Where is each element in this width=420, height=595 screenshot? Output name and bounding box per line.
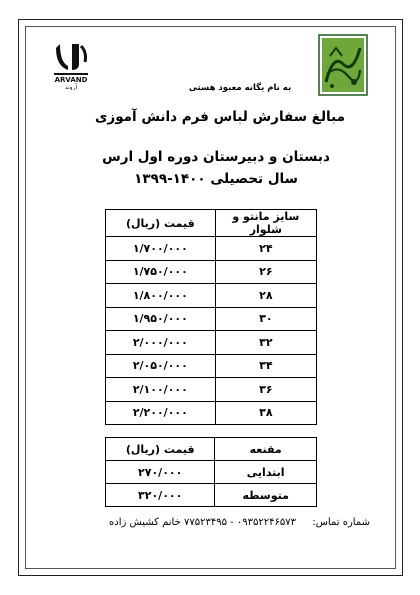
table-row (106, 307, 317, 331)
price-cell: ۱/۷۰۰/۰۰۰ (106, 237, 216, 261)
size-cell: ۲۸ (215, 284, 316, 308)
size-cell: ۳۶ (215, 378, 316, 402)
table-row (106, 401, 317, 425)
svg-text:آروند: آروند (64, 84, 78, 90)
price-cell: ۲/۲۰۰/۰۰۰ (106, 401, 216, 425)
table-row (106, 354, 317, 378)
table-header-row (106, 210, 317, 237)
uniform-price-table (105, 209, 317, 425)
price-cell: ۱/۹۵۰/۰۰۰ (106, 307, 216, 331)
level-column-header: مقنعه (215, 438, 317, 461)
table-row (106, 284, 317, 308)
page-title: مبالغ سفارش لباس فرم دانش آموزی (95, 109, 345, 125)
level-cell: متوسطه (215, 484, 317, 507)
table-header-row (106, 438, 317, 461)
price-column-header: قیمت (ریال) (106, 438, 215, 461)
basmala-text: به نام یگانه معبود هستی (188, 83, 292, 93)
table-row (106, 484, 317, 507)
contact-label: شماره تماس: (312, 517, 370, 528)
size-cell: ۳۸ (215, 401, 316, 425)
academic-year: سال تحصیلی ۱۴۰۰-۱۳۹۹ (134, 171, 298, 187)
table-row (106, 331, 317, 355)
size-column-header: سایز مانتو و شلوار (215, 210, 316, 237)
size-cell: ۲۴ (215, 237, 316, 261)
size-cell: ۳۴ (215, 354, 316, 378)
table-row (106, 237, 317, 261)
size-cell: ۲۶ (215, 260, 316, 284)
price-cell: ۲۷۰/۰۰۰ (106, 461, 215, 484)
price-cell: ۲/۰۰۰/۰۰۰ (106, 331, 216, 355)
size-cell: ۳۰ (215, 307, 316, 331)
svg-text:ARVAND: ARVAND (54, 76, 88, 84)
level-cell: ابتدایی (215, 461, 317, 484)
table-row (106, 461, 317, 484)
price-cell: ۲/۰۵۰/۰۰۰ (106, 354, 216, 378)
table-row (106, 260, 317, 284)
table-row (106, 378, 317, 402)
maghnaeh-price-table (105, 437, 317, 507)
price-cell: ۲/۱۰۰/۰۰۰ (106, 378, 216, 402)
contact-phone-numbers: ۰۹۳۵۲۲۴۶۵۷۳ - ۷۷۵۲۳۴۹۵ خانم کشیش زاده (109, 517, 296, 528)
size-cell: ۳۲ (215, 331, 316, 355)
school-name: دبستان و دبیرستان دوره اول ارس (102, 149, 330, 165)
price-column-header: قیمت (ریال) (106, 210, 216, 237)
price-cell: ۱/۷۵۰/۰۰۰ (106, 260, 216, 284)
price-cell: ۳۲۰/۰۰۰ (106, 484, 215, 507)
price-cell: ۱/۸۰۰/۰۰۰ (106, 284, 216, 308)
